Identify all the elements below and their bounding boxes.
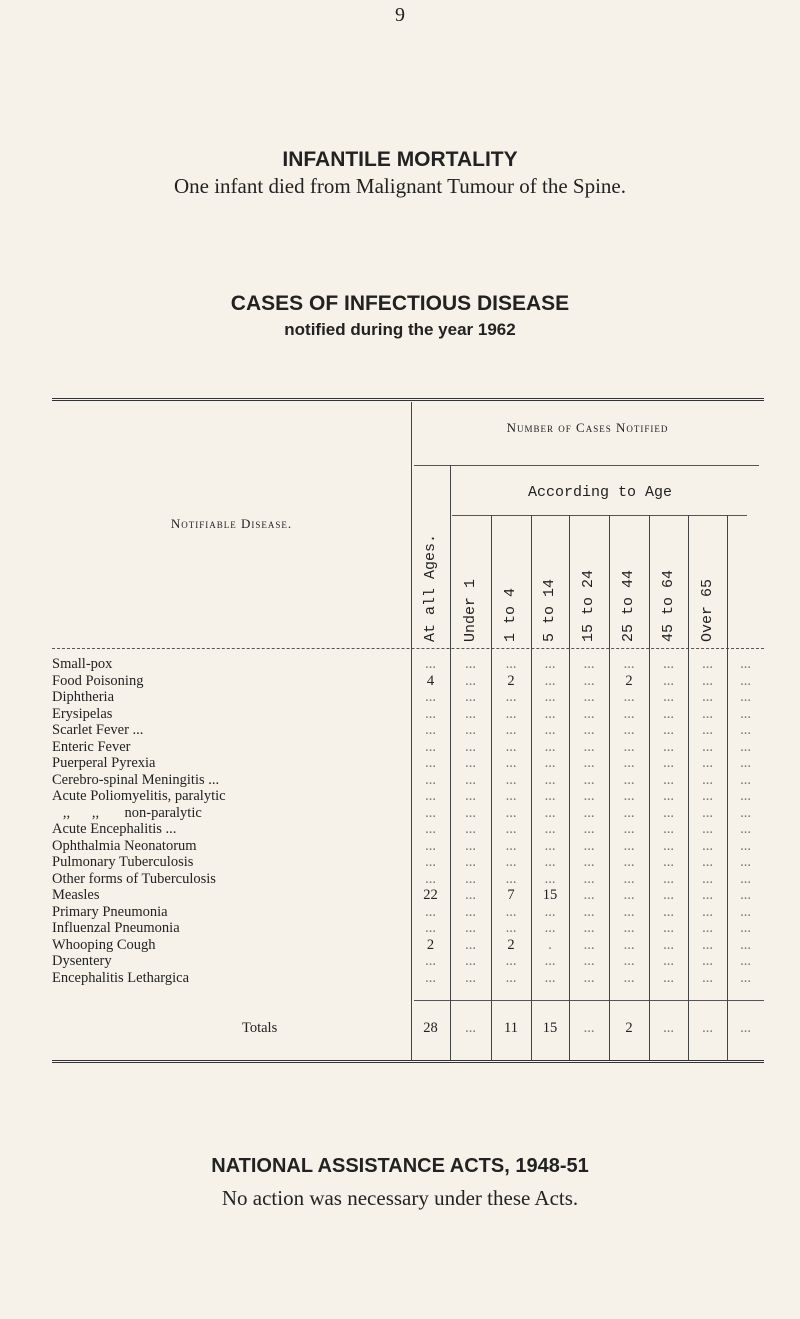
cell-value: ... xyxy=(740,672,751,689)
cell-value: ... xyxy=(544,870,556,887)
cell-value: ... xyxy=(702,755,713,771)
infectious-disease-subtitle: notified during the year 1962 xyxy=(284,320,516,339)
cell-value: ... xyxy=(740,705,751,722)
cell-value: ... xyxy=(663,788,674,804)
cell-value: ... xyxy=(544,969,556,986)
cell-value: ... xyxy=(505,969,517,986)
according-to-age-header: According to Age xyxy=(527,484,673,501)
cell-value: ... xyxy=(505,837,517,854)
cell-value: 2 xyxy=(507,672,515,689)
cell-value: ... xyxy=(544,854,556,870)
cell-value: ... xyxy=(740,771,751,788)
cell-value: ... xyxy=(583,1020,595,1036)
cell-value: 2 xyxy=(625,1020,633,1036)
cell-value: ... xyxy=(663,936,674,953)
cell-value: ... xyxy=(623,722,635,738)
cell-value: ... xyxy=(623,771,635,788)
cell-value: ... xyxy=(505,903,517,920)
cell-value: ... xyxy=(663,870,674,887)
cell-value: ... xyxy=(505,771,517,788)
cell-value: ... xyxy=(425,771,436,788)
cell-value: ... xyxy=(663,738,674,755)
cell-value: ... xyxy=(740,821,751,837)
disease-name: Cerebro-spinal Meningitis ... xyxy=(52,771,220,788)
table-row xyxy=(52,953,764,969)
cell-value: 28 xyxy=(423,1020,438,1036)
table-row xyxy=(52,871,764,887)
cell-value: ... xyxy=(544,722,556,738)
cell-value: ... xyxy=(740,837,751,854)
cell-value: ... xyxy=(663,887,674,903)
cell-value: ... xyxy=(583,854,595,870)
cell-value: ... xyxy=(465,936,476,953)
table-row xyxy=(52,689,764,705)
cell-value: 2 xyxy=(625,672,633,689)
cell-value: ... xyxy=(663,672,674,689)
cell-value: ... xyxy=(544,821,556,837)
cell-value: ... xyxy=(623,953,635,969)
cell-value: 2 xyxy=(507,936,515,953)
cell-value: ... xyxy=(740,887,751,903)
page-number: 9 xyxy=(395,4,405,26)
cell-value: ... xyxy=(425,689,436,705)
cell-value: ... xyxy=(465,788,476,804)
cell-value: ... xyxy=(425,854,436,870)
disease-name: Scarlet Fever ... xyxy=(52,722,144,738)
table-row xyxy=(52,937,764,953)
cell-value: ... xyxy=(465,870,476,887)
cell-value: 2 xyxy=(426,936,435,953)
disease-name: Erysipelas xyxy=(52,705,113,722)
cell-value: ... xyxy=(740,738,751,755)
cell-value: ... xyxy=(583,936,595,953)
table-row xyxy=(52,739,764,755)
disease-name: Acute Encephalitis ... xyxy=(52,821,177,837)
cell-value: ... xyxy=(623,705,635,722)
cell-value: ... xyxy=(505,854,517,870)
infectious-disease-heading: CASES OF INFECTIOUS DISEASE xyxy=(230,292,570,315)
cell-value: ... xyxy=(583,689,595,705)
cell-value: ... xyxy=(465,837,476,854)
cell-value: ... xyxy=(663,689,674,705)
cell-value: ... xyxy=(702,903,713,920)
cell-value: ... xyxy=(465,903,476,920)
cell-value: ... xyxy=(702,821,713,837)
cell-value: ... xyxy=(740,1020,751,1036)
table-row xyxy=(52,920,764,936)
disease-name: Small-pox xyxy=(52,656,113,672)
cell-value: ... xyxy=(583,771,595,788)
disease-name: ,, ,, non-paralytic xyxy=(52,804,202,821)
cell-value: 22 xyxy=(423,887,438,903)
cell-value: ... xyxy=(544,738,556,755)
cell-value: ... xyxy=(505,738,517,755)
cell-value: ... xyxy=(583,870,595,887)
cell-value: ... xyxy=(465,722,476,738)
table-row xyxy=(52,772,764,788)
disease-name: Totals xyxy=(242,1020,278,1036)
cell-value: ... xyxy=(663,656,674,672)
infantile-mortality-heading: INFANTILE MORTALITY xyxy=(282,148,518,171)
table-row xyxy=(52,722,764,738)
cell-value: ... xyxy=(702,969,713,986)
cell-value: ... xyxy=(465,1020,476,1036)
cell-value: ... xyxy=(465,738,476,755)
cases-notified-header: Number of Cases Notified xyxy=(506,420,669,435)
cell-value: ... xyxy=(663,804,674,821)
cell-value: ... xyxy=(544,705,556,722)
table-row xyxy=(52,656,764,672)
cell-value: ... xyxy=(465,672,476,689)
disease-name: Diphtheria xyxy=(52,689,115,705)
cell-value: ... xyxy=(623,837,635,854)
table-row xyxy=(52,838,764,854)
cell-value: ... xyxy=(663,837,674,854)
national-assistance-text: No action was necessary under these Acts. xyxy=(221,1186,579,1210)
cell-value: ... xyxy=(702,837,713,854)
disease-name: Whooping Cough xyxy=(52,936,156,953)
cell-value: ... xyxy=(740,953,751,969)
cell-value: ... xyxy=(702,870,713,887)
cell-value: ... xyxy=(623,804,635,821)
cell-value: ... xyxy=(740,854,751,870)
cell-value: ... xyxy=(702,722,713,738)
disease-name: Food Poisoning xyxy=(52,672,144,689)
disease-name: Pulmonary Tuberculosis xyxy=(52,854,194,870)
cell-value: ... xyxy=(702,887,713,903)
cell-value: ... xyxy=(740,656,751,672)
cell-value: ... xyxy=(702,656,713,672)
cell-value: ... xyxy=(544,788,556,804)
cell-value: 7 xyxy=(507,887,515,903)
cell-value: ... xyxy=(702,953,713,969)
cell-value: ... xyxy=(740,689,751,705)
cell-value: ... xyxy=(623,821,635,837)
cell-value: ... xyxy=(505,804,517,821)
cell-value: ... xyxy=(663,821,674,837)
disease-name: Other forms of Tuberculosis xyxy=(52,870,216,887)
cell-value: ... xyxy=(740,722,751,738)
cell-value: 11 xyxy=(504,1020,518,1036)
cell-value: ... xyxy=(702,689,713,705)
cell-value: ... xyxy=(583,953,595,969)
cell-value: ... xyxy=(425,821,436,837)
disease-name: Measles xyxy=(52,887,100,903)
cell-value: ... xyxy=(702,705,713,722)
cell-value: ... xyxy=(663,755,674,771)
disease-name: Encephalitis Lethargica xyxy=(52,969,190,986)
cell-value: ... xyxy=(623,689,635,705)
cell-value: ... xyxy=(663,969,674,986)
cell-value: ... xyxy=(663,953,674,969)
disease-column-header: Notifiable Disease. xyxy=(170,516,293,531)
cell-value: ... xyxy=(740,903,751,920)
cell-value: ... xyxy=(505,705,517,722)
cell-value: ... xyxy=(465,771,476,788)
cell-value: ... xyxy=(465,656,476,672)
cell-value: ... xyxy=(425,903,436,920)
national-assistance-heading: NATIONAL ASSISTANCE ACTS, 1948-51 xyxy=(211,1155,589,1177)
cell-value: ... xyxy=(623,755,635,771)
cell-value: ... xyxy=(623,920,635,936)
table-row xyxy=(52,788,764,804)
cell-value: ... xyxy=(544,804,556,821)
cell-value: ... xyxy=(663,705,674,722)
infantile-mortality-text: One infant died from Malignant Tumour of the Spine. xyxy=(173,174,627,198)
cell-value: ... xyxy=(505,722,517,738)
cell-value: ... xyxy=(425,920,436,936)
cell-value: ... xyxy=(663,920,674,936)
cell-value: ... xyxy=(702,738,713,755)
table-row xyxy=(52,970,764,986)
cell-value: ... xyxy=(740,804,751,821)
cell-value: ... xyxy=(583,672,595,689)
disease-name: Enteric Fever xyxy=(52,738,131,755)
cell-value: ... xyxy=(425,969,436,986)
cell-value: ... xyxy=(583,887,595,903)
cell-value: ... xyxy=(425,837,436,854)
cell-value: ... xyxy=(623,788,635,804)
cell-value: ... xyxy=(740,920,751,936)
column-header: 5 to 14 xyxy=(541,578,558,642)
table-row xyxy=(52,904,764,920)
cell-value: ... xyxy=(425,722,436,738)
cell-value: ... xyxy=(544,656,556,672)
column-header: Under 1 xyxy=(461,578,479,642)
cell-value: ... xyxy=(702,788,713,804)
cell-value: ... xyxy=(505,953,517,969)
cell-value: ... xyxy=(583,788,595,804)
cell-value: ... xyxy=(663,854,674,870)
column-header: 1 to 4 xyxy=(502,587,519,642)
cell-value: ... xyxy=(623,870,635,887)
cell-value: ... xyxy=(544,689,556,705)
cell-value: ... xyxy=(465,969,476,986)
totals-row xyxy=(52,1020,764,1036)
cell-value: ... xyxy=(465,854,476,870)
cell-value: ... xyxy=(505,920,517,936)
cell-value: ... xyxy=(544,755,556,771)
cell-value: ... xyxy=(740,936,751,953)
cell-value: ... xyxy=(740,870,751,887)
column-header: 15 to 24 xyxy=(580,569,597,642)
cell-value: ... xyxy=(465,821,476,837)
cell-value: 15 xyxy=(542,887,558,903)
cell-value: ... xyxy=(505,821,517,837)
cell-value: . xyxy=(548,936,552,953)
table-row xyxy=(52,755,764,771)
cell-value: ... xyxy=(505,689,517,705)
cell-value: ... xyxy=(425,755,436,771)
cell-value: ... xyxy=(583,903,595,920)
cell-value: ... xyxy=(583,821,595,837)
column-header: At all Ages. xyxy=(421,533,439,642)
cell-value: ... xyxy=(544,953,556,969)
cell-value: ... xyxy=(702,804,713,821)
table-row xyxy=(52,706,764,722)
cell-value: ... xyxy=(425,788,436,804)
disease-name: Ophthalmia Neonatorum xyxy=(52,837,197,854)
cell-value: ... xyxy=(623,854,635,870)
cell-value: ... xyxy=(740,755,751,771)
cell-value: ... xyxy=(702,672,713,689)
disease-name: Primary Pneumonia xyxy=(52,903,168,920)
cell-value: ... xyxy=(702,771,713,788)
column-header: Over 65 xyxy=(698,578,716,642)
cell-value: ... xyxy=(505,870,517,887)
cell-value: ... xyxy=(702,920,713,936)
cell-value: ... xyxy=(425,738,436,755)
cell-value: ... xyxy=(544,920,556,936)
cell-value: ... xyxy=(465,755,476,771)
cell-value: ... xyxy=(623,887,635,903)
cell-value: ... xyxy=(544,903,556,920)
cell-value: ... xyxy=(465,804,476,821)
column-header: 45 to 64 xyxy=(659,569,677,642)
infectious-disease-table xyxy=(52,398,764,1066)
cell-value: ... xyxy=(623,738,635,755)
cell-value: ... xyxy=(425,705,436,722)
disease-name: Acute Poliomyelitis, paralytic xyxy=(52,788,226,804)
cell-value: ... xyxy=(583,738,595,755)
cell-value: ... xyxy=(663,771,674,788)
cell-value: 4 xyxy=(426,672,435,689)
cell-value: ... xyxy=(465,705,476,722)
cell-value: ... xyxy=(425,870,436,887)
cell-value: ... xyxy=(663,903,674,920)
cell-value: ... xyxy=(702,1020,713,1036)
cell-value: ... xyxy=(583,755,595,771)
cell-value: ... xyxy=(583,656,595,672)
cell-value: ... xyxy=(663,722,674,738)
cell-value: ... xyxy=(740,969,751,986)
column-header: 25 to 44 xyxy=(620,569,637,642)
cell-value: ... xyxy=(663,1020,674,1036)
cell-value: ... xyxy=(465,887,476,903)
table-row xyxy=(52,854,764,870)
cell-value: ... xyxy=(583,722,595,738)
cell-value: ... xyxy=(544,837,556,854)
cell-value: ... xyxy=(740,788,751,804)
cell-value: ... xyxy=(465,953,476,969)
cell-value: ... xyxy=(505,788,517,804)
table-row xyxy=(52,821,764,837)
cell-value: 15 xyxy=(542,1020,558,1036)
cell-value: ... xyxy=(623,936,635,953)
cell-value: ... xyxy=(544,771,556,788)
cell-value: ... xyxy=(425,804,436,821)
cell-value: ... xyxy=(505,755,517,771)
cell-value: ... xyxy=(465,689,476,705)
cell-value: ... xyxy=(544,672,556,689)
cell-value: ... xyxy=(623,656,635,672)
cell-value: ... xyxy=(623,969,635,986)
cell-value: ... xyxy=(583,969,595,986)
cell-value: ... xyxy=(702,936,713,953)
cell-value: ... xyxy=(425,953,436,969)
table-row xyxy=(52,887,764,903)
disease-name: Dysentery xyxy=(52,953,112,969)
disease-name: Influenzal Pneumonia xyxy=(52,920,180,936)
table-row xyxy=(52,673,764,689)
disease-name: Puerperal Pyrexia xyxy=(52,755,156,771)
table-row xyxy=(52,805,764,821)
cell-value: ... xyxy=(465,920,476,936)
cell-value: ... xyxy=(425,656,436,672)
cell-value: ... xyxy=(702,854,713,870)
cell-value: ... xyxy=(583,705,595,722)
cell-value: ... xyxy=(583,804,595,821)
cell-value: ... xyxy=(583,837,595,854)
cell-value: ... xyxy=(583,920,595,936)
cell-value: ... xyxy=(623,903,635,920)
cell-value: ... xyxy=(505,656,517,672)
